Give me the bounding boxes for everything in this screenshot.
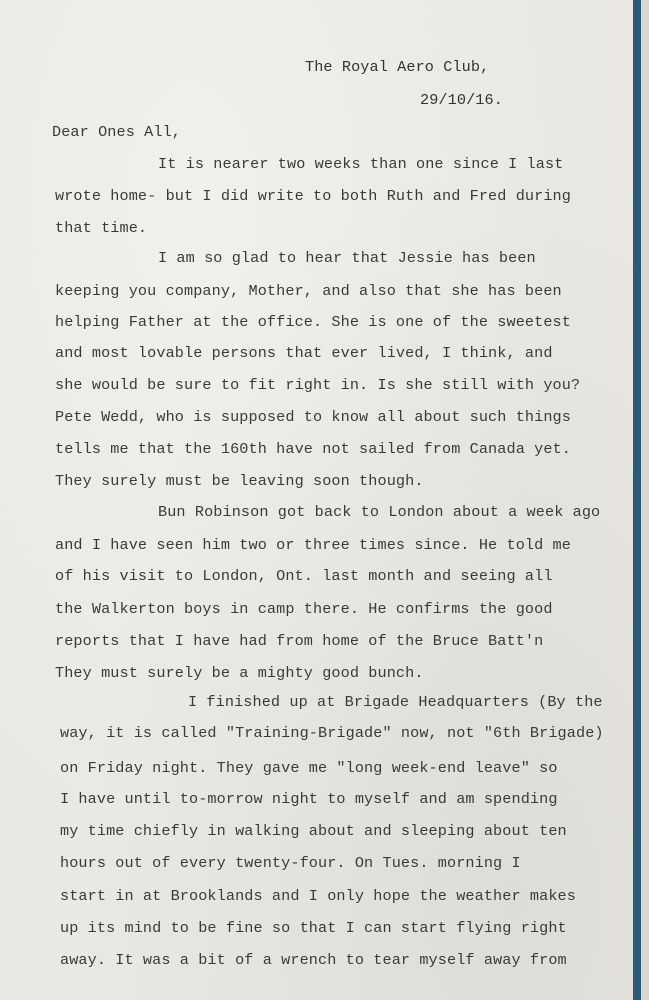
sender-address: The Royal Aero Club,: [305, 58, 490, 76]
letter-line: start in at Brooklands and I only hope the weather makes: [60, 887, 576, 905]
letter-line: They surely must be leaving soon though.: [55, 472, 424, 490]
letter-line: that time.: [55, 219, 148, 237]
letter-line: the Walkerton boys in camp there. He confirms the good: [55, 600, 553, 618]
letter-line: It is nearer two weeks than one since I last: [158, 155, 564, 173]
salutation: Dear Ones All,: [52, 123, 181, 141]
letter-line: reports that I have had from home of the Bruce Batt'n: [55, 632, 544, 650]
letter-line: wrote home- but I did write to both Ruth and Fred during: [55, 187, 571, 205]
letter-line: I finished up at Brigade Headquarters (By the: [188, 693, 603, 711]
letter-line: hours out of every twenty-four. On Tues. morning I: [60, 854, 521, 872]
letter-line: They must surely be a mighty good bunch.: [55, 664, 424, 682]
letter-line: away. It was a bit of a wrench to tear myself away from: [60, 951, 567, 969]
letter-date: 29/10/16.: [420, 91, 503, 109]
letter-line: helping Father at the office. She is one of the sweetest: [55, 313, 571, 331]
letter-line: way, it is called "Training-Brigade" now, not "6th Brigade): [60, 724, 604, 742]
letter-line: I have until to-morrow night to myself and am spending: [60, 790, 558, 808]
page-edge: [633, 0, 641, 1000]
letter-line: I am so glad to hear that Jessie has been: [158, 249, 536, 267]
letter-line: my time chiefly in walking about and sleeping about ten: [60, 822, 567, 840]
letter-line: of his visit to London, Ont. last month and seeing all: [55, 567, 553, 585]
letter-line: up its mind to be fine so that I can start flying right: [60, 919, 567, 937]
letter-line: she would be sure to fit right in. Is she still with you?: [55, 376, 581, 394]
letter-line: and most lovable persons that ever lived, I think, and: [55, 344, 553, 362]
letter-line: keeping you company, Mother, and also that she has been: [55, 282, 562, 300]
letter-line: Pete Wedd, who is supposed to know all about such things: [55, 408, 571, 426]
letter-line: Bun Robinson got back to London about a week ago: [158, 503, 601, 521]
letter-line: on Friday night. They gave me "long week-end leave" so: [60, 759, 558, 777]
letter-line: tells me that the 160th have not sailed from Canada yet.: [55, 440, 571, 458]
letter-line: and I have seen him two or three times since. He told me: [55, 536, 571, 554]
